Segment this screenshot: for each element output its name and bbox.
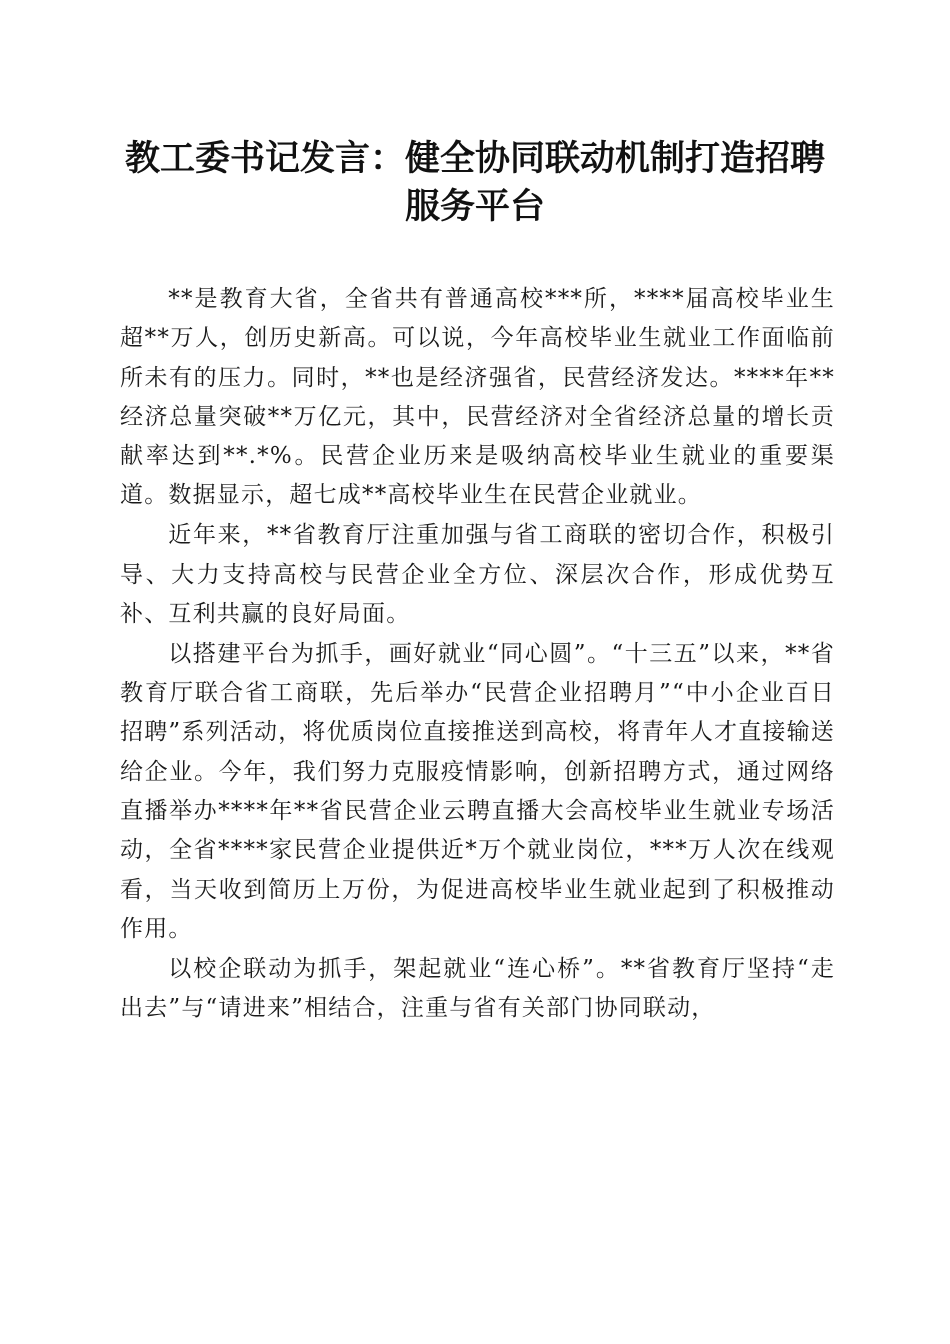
document-title: 教工委书记发言：健全协同联动机制打造招聘服务平台 <box>124 138 825 227</box>
document-body <box>120 280 835 1029</box>
paragraph-4: 以校企联动为抓手，架起就业“连心桥”。**省教育厅坚持“走出去”与“请进来”相结合，注重与省有关部门协同联动， <box>120 955 835 1022</box>
paragraph-1: **是教育大省，全省共有普通高校***所，****届高校毕业生超**万人，创历史新高。可以说，今年高校毕业生就业工作面临前所未有的压力。同时，**也是经济强省，民营经济发达。****年**经济总量突破**万亿元，其中，民营经济对全省经济总量的增长贡献率达到**.*%。民营企业历来是吸纳高校毕业生就业的重要渠道。数据显示，超七成**高校毕业生在民营企业就业。 <box>120 286 835 509</box>
paragraph-2: 近年来，**省教育厅注重加强与省工商联的密切合作，积极引导、大力支持高校与民营企业全方位、深层次合作，形成优势互补、互利共赢的良好局面。 <box>120 522 835 627</box>
paragraph-3: 以搭建平台为抓手，画好就业“同心圆”。“十三五”以来，**省教育厅联合省工商联，先后举办“民营企业招聘月”“中小企业百日招聘”系列活动，将优质岗位直接推送到高校，将青年人才直接输送给企业。今年，我们努力克服疫情影响，创新招聘方式，通过网络直播举办****年**省民营企业云聘直播大会高校毕业生就业专场活动，全省****家民营企业提供近*万个就业岗位，***万人次在线观看，当天收到简历上万份，为促进高校毕业生就业起到了积极推动作用。 <box>120 640 835 942</box>
